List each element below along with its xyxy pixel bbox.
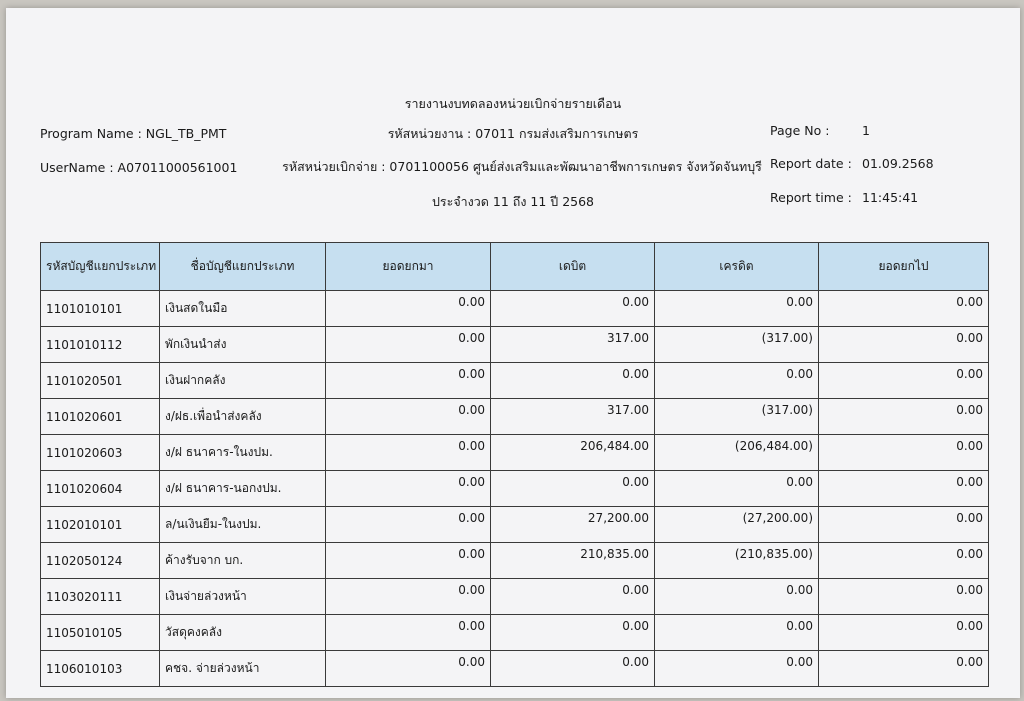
report-title: รายงานงบทดลองหน่วยเบิกจ่ายรายเดือน bbox=[404, 96, 622, 111]
col-header-brought-forward: ยอดยกมา bbox=[326, 243, 491, 291]
debit-cell: 27,200.00 bbox=[491, 507, 655, 543]
account-name-cell: ง/ฝ ธนาคาร-นอกงปม. bbox=[160, 471, 326, 507]
credit-cell: 0.00 bbox=[655, 615, 819, 651]
account-name-cell: ง/ฝ ธนาคาร-ในงปม. bbox=[160, 435, 326, 471]
debit-cell: 0.00 bbox=[491, 471, 655, 507]
table-row bbox=[41, 507, 989, 543]
brought-forward-cell: 0.00 bbox=[326, 291, 491, 327]
credit-cell: (317.00) bbox=[655, 399, 819, 435]
brought-forward-cell: 0.00 bbox=[326, 651, 491, 687]
debit-cell: 210,835.00 bbox=[491, 543, 655, 579]
col-header-debit: เดบิต bbox=[491, 243, 655, 291]
table-row bbox=[41, 435, 989, 471]
report-period: ประจำงวด 11 ถึง 11 ปี 2568 bbox=[431, 194, 595, 209]
credit-cell: (27,200.00) bbox=[655, 507, 819, 543]
table-row bbox=[41, 579, 989, 615]
credit-cell: 0.00 bbox=[655, 579, 819, 615]
credit-cell: 0.00 bbox=[655, 651, 819, 687]
brought-forward-cell: 0.00 bbox=[326, 507, 491, 543]
col-header-carried-forward: ยอดยกไป bbox=[819, 243, 989, 291]
table-header-row bbox=[41, 243, 989, 291]
brought-forward-cell: 0.00 bbox=[326, 435, 491, 471]
table-row bbox=[41, 291, 989, 327]
carried-forward-cell: 0.00 bbox=[819, 471, 989, 507]
brought-forward-cell: 0.00 bbox=[326, 363, 491, 399]
report-date-value: 01.09.2568 bbox=[862, 156, 934, 171]
report-date-label: Report date : bbox=[770, 156, 852, 171]
account-code-cell: 1105010105 bbox=[41, 615, 160, 651]
account-name-cell: เงินจ่ายล่วงหน้า bbox=[160, 579, 326, 615]
username: UserName : A07011000561001 bbox=[40, 160, 238, 175]
debit-cell: 0.00 bbox=[491, 651, 655, 687]
col-header-credit: เครดิต bbox=[655, 243, 819, 291]
page-no-value: 1 bbox=[862, 123, 870, 138]
report-time-label: Report time : bbox=[770, 190, 852, 205]
account-code-cell: 1101020601 bbox=[41, 399, 160, 435]
debit-cell: 0.00 bbox=[491, 363, 655, 399]
report-time-value: 11:45:41 bbox=[862, 190, 919, 205]
account-code-cell: 1102050124 bbox=[41, 543, 160, 579]
account-name-cell: วัสดุคงคลัง bbox=[160, 615, 326, 651]
account-code-cell: 1101010112 bbox=[41, 327, 160, 363]
col-header-account-name: ชื่อบัญชีแยกประเภท bbox=[160, 243, 326, 291]
credit-cell: (317.00) bbox=[655, 327, 819, 363]
carried-forward-cell: 0.00 bbox=[819, 615, 989, 651]
account-name-cell: เงินฝากคลัง bbox=[160, 363, 326, 399]
account-code-cell: 1101020604 bbox=[41, 471, 160, 507]
brought-forward-cell: 0.00 bbox=[326, 543, 491, 579]
credit-cell: 0.00 bbox=[655, 291, 819, 327]
carried-forward-cell: 0.00 bbox=[819, 435, 989, 471]
brought-forward-cell: 0.00 bbox=[326, 615, 491, 651]
credit-cell: 0.00 bbox=[655, 471, 819, 507]
carried-forward-cell: 0.00 bbox=[819, 291, 989, 327]
account-name-cell: ค้างรับจาก บก. bbox=[160, 543, 326, 579]
brought-forward-cell: 0.00 bbox=[326, 471, 491, 507]
table-row bbox=[41, 363, 989, 399]
carried-forward-cell: 0.00 bbox=[819, 651, 989, 687]
account-code-cell: 1101020501 bbox=[41, 363, 160, 399]
carried-forward-cell: 0.00 bbox=[819, 579, 989, 615]
account-code-cell: 1106010103 bbox=[41, 651, 160, 687]
brought-forward-cell: 0.00 bbox=[326, 399, 491, 435]
carried-forward-cell: 0.00 bbox=[819, 363, 989, 399]
table-row bbox=[41, 651, 989, 687]
trial-balance-table bbox=[40, 242, 989, 687]
carried-forward-cell: 0.00 bbox=[819, 507, 989, 543]
debit-cell: 0.00 bbox=[491, 615, 655, 651]
account-name-cell: ง/ฝธ.เพื่อนำส่งคลัง bbox=[160, 399, 326, 435]
account-name-cell: พักเงินนำส่ง bbox=[160, 327, 326, 363]
debit-cell: 206,484.00 bbox=[491, 435, 655, 471]
disbursing-unit: รหัสหน่วยเบิกจ่าย : 0701100056 ศูนย์ส่งเสริมและพัฒนาอาชีพการเกษตร จังหวัดจันทบุรี bbox=[282, 159, 762, 174]
program-name: Program Name : NGL_TB_PMT bbox=[40, 126, 227, 141]
credit-cell: (206,484.00) bbox=[655, 435, 819, 471]
account-code-cell: 1101020603 bbox=[41, 435, 160, 471]
account-name-cell: คชจ. จ่ายล่วงหน้า bbox=[160, 651, 326, 687]
carried-forward-cell: 0.00 bbox=[819, 327, 989, 363]
table-row bbox=[41, 399, 989, 435]
account-name-cell: ล/นเงินยืม-ในงปม. bbox=[160, 507, 326, 543]
table-row bbox=[41, 615, 989, 651]
brought-forward-cell: 0.00 bbox=[326, 579, 491, 615]
col-header-account-code: รหัสบัญชีแยกประเภท bbox=[41, 243, 160, 291]
report-paper bbox=[6, 8, 1020, 698]
account-code-cell: 1103020111 bbox=[41, 579, 160, 615]
brought-forward-cell: 0.00 bbox=[326, 327, 491, 363]
carried-forward-cell: 0.00 bbox=[819, 543, 989, 579]
page-no-label: Page No : bbox=[770, 123, 830, 138]
account-code-cell: 1102010101 bbox=[41, 507, 160, 543]
debit-cell: 317.00 bbox=[491, 399, 655, 435]
credit-cell: (210,835.00) bbox=[655, 543, 819, 579]
table-row bbox=[41, 543, 989, 579]
carried-forward-cell: 0.00 bbox=[819, 399, 989, 435]
account-code-cell: 1101010101 bbox=[41, 291, 160, 327]
credit-cell: 0.00 bbox=[655, 363, 819, 399]
table-row bbox=[41, 471, 989, 507]
debit-cell: 0.00 bbox=[491, 579, 655, 615]
debit-cell: 317.00 bbox=[491, 327, 655, 363]
debit-cell: 0.00 bbox=[491, 291, 655, 327]
table-row bbox=[41, 327, 989, 363]
agency-code: รหัสหน่วยงาน : 07011 กรมส่งเสริมการเกษตร bbox=[387, 126, 639, 141]
account-name-cell: เงินสดในมือ bbox=[160, 291, 326, 327]
